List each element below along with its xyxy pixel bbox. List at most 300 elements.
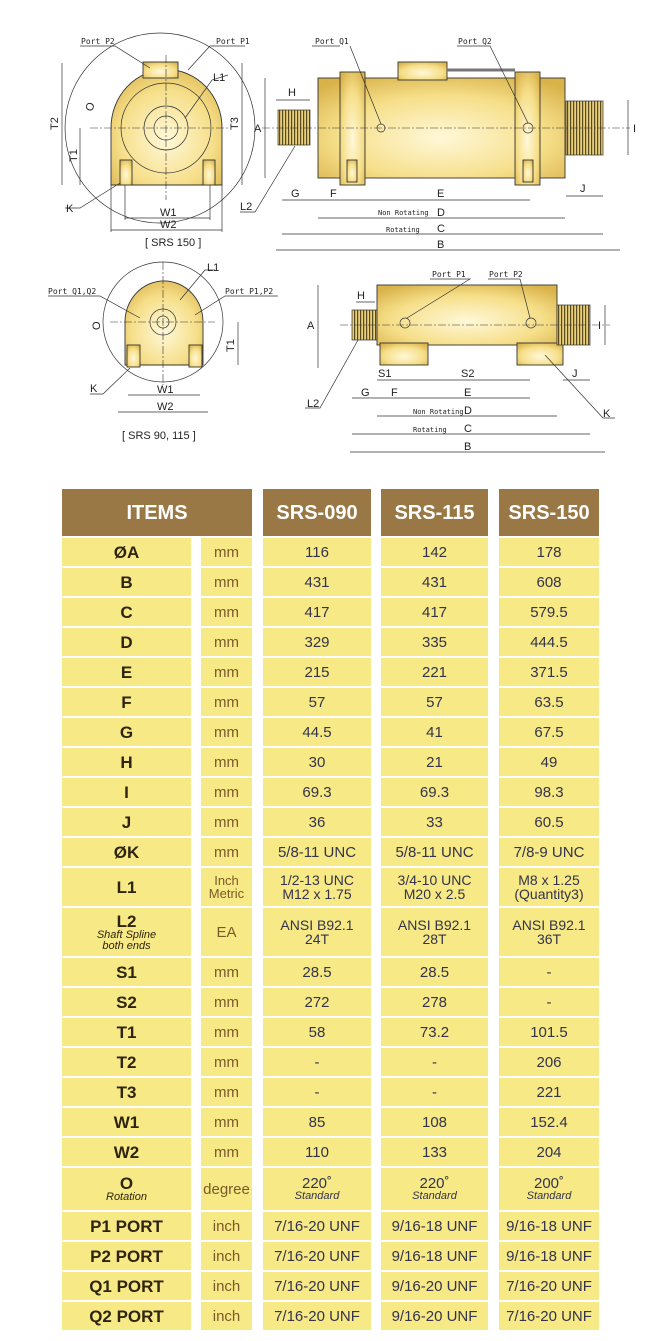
cell-text: D bbox=[120, 632, 133, 652]
item-cell bbox=[62, 1168, 191, 1210]
value-cell bbox=[263, 1168, 371, 1210]
item-cell bbox=[62, 868, 191, 906]
value-cell bbox=[381, 568, 488, 596]
cell-text: 272 bbox=[304, 993, 330, 1011]
cell-text: 7/16-20 UNF bbox=[506, 1307, 592, 1325]
cell-text: 110 bbox=[305, 1143, 329, 1161]
label-k: K bbox=[603, 408, 611, 420]
label-h: H bbox=[357, 290, 365, 302]
label-l1: L1 bbox=[207, 262, 220, 274]
cell-text: ØK bbox=[113, 842, 140, 862]
cell-text: EA bbox=[216, 923, 237, 941]
label-c: C bbox=[464, 423, 472, 435]
label-t1: T1 bbox=[68, 149, 80, 162]
caption-srs150: [ SRS 150 ] bbox=[145, 237, 202, 249]
cell-subtext: Standard bbox=[526, 1190, 572, 1202]
label-l1: L1 bbox=[213, 72, 226, 84]
cell-text: mm bbox=[214, 633, 239, 651]
value-cell bbox=[499, 688, 599, 716]
cell-text: 67.5 bbox=[534, 723, 564, 741]
cell-text: 57 bbox=[426, 693, 443, 711]
value-cell bbox=[499, 988, 599, 1016]
cell-text: 101.5 bbox=[530, 1023, 568, 1041]
item-cell bbox=[62, 1108, 191, 1136]
item-cell bbox=[62, 988, 191, 1016]
header-model: SRS-090 bbox=[263, 489, 371, 536]
cell-text: 9/16-18 UNF bbox=[506, 1217, 592, 1235]
value-cell bbox=[499, 1212, 599, 1240]
cell-text: mm bbox=[214, 1143, 239, 1161]
cell-text: 41 bbox=[426, 723, 443, 741]
cell-text: 335 bbox=[421, 633, 448, 651]
cell-subtext: Shaft Spline bbox=[96, 928, 157, 941]
cell-text: 1/2-13 UNC bbox=[280, 872, 354, 888]
item-cell bbox=[62, 658, 191, 686]
cell-text: T1 bbox=[116, 1022, 137, 1042]
value-cell bbox=[499, 1302, 599, 1330]
item-cell bbox=[62, 1048, 191, 1076]
cell-text: 417 bbox=[304, 603, 330, 621]
srs90-side-view bbox=[305, 270, 615, 453]
cell-text: 24T bbox=[304, 931, 330, 947]
label-port-q1: Port Q1 bbox=[315, 37, 349, 46]
cell-text: L1 bbox=[116, 877, 137, 897]
cell-text: 28.5 bbox=[419, 963, 450, 981]
value-cell bbox=[263, 568, 371, 596]
cell-text: - bbox=[546, 963, 552, 981]
value-cell bbox=[381, 778, 488, 806]
cell-text: 417 bbox=[421, 603, 448, 621]
cell-text: ANSI B92.1 bbox=[512, 917, 586, 933]
value-cell bbox=[263, 1108, 371, 1136]
label-w1: W1 bbox=[157, 384, 174, 396]
unit-cell bbox=[201, 988, 252, 1016]
value-cell bbox=[499, 1078, 599, 1106]
cell-text: L2 bbox=[116, 911, 137, 931]
cell-text: 28T bbox=[422, 931, 447, 947]
cell-text: (Quantity3) bbox=[514, 886, 584, 902]
cell-text: J bbox=[121, 812, 132, 832]
unit-cell bbox=[201, 778, 252, 806]
cell-text: H bbox=[120, 752, 133, 772]
label-port-q: Port Q1,Q2 bbox=[48, 287, 97, 296]
value-cell bbox=[263, 658, 371, 686]
label-a: A bbox=[307, 320, 315, 332]
cell-text: P1 PORT bbox=[90, 1216, 163, 1236]
item-cell bbox=[62, 838, 191, 866]
cell-text: 7/16-20 UNF bbox=[506, 1277, 592, 1295]
cell-text: 221 bbox=[536, 1083, 562, 1101]
unit-cell bbox=[201, 568, 252, 596]
cell-text: 152.4 bbox=[530, 1113, 568, 1131]
value-cell bbox=[499, 778, 599, 806]
unit-cell bbox=[201, 908, 252, 956]
label-rotating: Rotating bbox=[413, 426, 447, 434]
item-cell bbox=[62, 1212, 191, 1240]
cell-subtext: Standard bbox=[294, 1190, 340, 1202]
cell-text: mm bbox=[214, 1053, 239, 1071]
cell-text: 215 bbox=[304, 663, 330, 681]
cell-text: mm bbox=[214, 663, 239, 681]
item-cell bbox=[62, 1078, 191, 1106]
value-cell bbox=[499, 808, 599, 836]
label-t1: T1 bbox=[225, 339, 237, 352]
value-cell bbox=[263, 688, 371, 716]
item-cell bbox=[62, 598, 191, 626]
label-j: J bbox=[580, 183, 586, 195]
cell-text: inch bbox=[212, 1307, 241, 1325]
cell-text: 7/8-9 UNC bbox=[513, 843, 585, 861]
value-cell bbox=[263, 718, 371, 746]
value-cell bbox=[499, 1018, 599, 1046]
cell-text: W2 bbox=[113, 1142, 140, 1162]
cell-text: M8 x 1.25 bbox=[518, 872, 580, 888]
cell-text: - bbox=[314, 1053, 320, 1071]
unit-cell bbox=[201, 688, 252, 716]
unit-cell bbox=[201, 1212, 252, 1240]
cell-text: 221 bbox=[421, 663, 448, 681]
label-port-p2: Port P2 bbox=[81, 37, 115, 46]
cell-text: mm bbox=[214, 843, 239, 861]
cell-text: 98.3 bbox=[534, 783, 564, 801]
cell-text: 44.5 bbox=[302, 723, 332, 741]
cell-text: 69.3 bbox=[302, 783, 332, 801]
value-cell bbox=[263, 538, 371, 566]
cell-text: 608 bbox=[536, 573, 562, 591]
cell-text: 7/16-20 UNF bbox=[274, 1307, 360, 1325]
value-cell bbox=[381, 1272, 488, 1300]
label-h: H bbox=[288, 87, 296, 99]
label-f: F bbox=[330, 188, 337, 200]
value-cell bbox=[381, 628, 488, 656]
value-cell bbox=[499, 1272, 599, 1300]
cell-text: mm bbox=[214, 1113, 239, 1131]
cell-text: 63.5 bbox=[534, 693, 564, 711]
value-cell bbox=[499, 748, 599, 776]
label-s2: S2 bbox=[461, 368, 475, 380]
value-cell bbox=[263, 908, 371, 956]
cell-text: P2 PORT bbox=[90, 1246, 163, 1266]
label-t2: T2 bbox=[49, 117, 61, 130]
header-model: SRS-115 bbox=[381, 489, 488, 536]
value-cell bbox=[263, 808, 371, 836]
unit-cell bbox=[201, 1018, 252, 1046]
unit-cell bbox=[201, 838, 252, 866]
value-cell bbox=[499, 718, 599, 746]
cell-text: 444.5 bbox=[530, 633, 568, 651]
value-cell bbox=[499, 1168, 599, 1210]
cell-text: O bbox=[119, 1174, 134, 1193]
cell-text: 69.3 bbox=[419, 783, 450, 801]
cell-text: Q2 PORT bbox=[89, 1306, 164, 1326]
value-cell bbox=[381, 908, 488, 956]
cell-text: 28.5 bbox=[302, 963, 332, 981]
cell-text: 133 bbox=[421, 1143, 448, 1161]
cell-text: - bbox=[432, 1053, 437, 1071]
item-cell bbox=[62, 568, 191, 596]
unit-cell bbox=[201, 1078, 252, 1106]
cell-text: S2 bbox=[116, 992, 137, 1012]
unit-cell bbox=[201, 1168, 252, 1210]
cell-text: 57 bbox=[308, 693, 326, 711]
cell-text: inch bbox=[212, 1247, 241, 1265]
cell-text: - bbox=[314, 1083, 320, 1101]
cell-subtext: both ends bbox=[102, 939, 151, 952]
item-cell bbox=[62, 538, 191, 566]
label-b: B bbox=[437, 239, 445, 251]
value-cell bbox=[263, 1272, 371, 1300]
item-cell bbox=[62, 1302, 191, 1330]
cell-text: 431 bbox=[421, 573, 448, 591]
value-cell bbox=[381, 1018, 488, 1046]
cell-text: 431 bbox=[304, 573, 330, 591]
unit-cell bbox=[201, 538, 252, 566]
cell-text: G bbox=[119, 722, 134, 742]
value-cell bbox=[381, 1212, 488, 1240]
cell-text: 36 bbox=[308, 813, 326, 831]
cell-text: 220˚ bbox=[419, 1175, 450, 1192]
cell-text: W1 bbox=[113, 1112, 140, 1132]
label-l2: L2 bbox=[307, 398, 320, 410]
unit-cell bbox=[201, 958, 252, 986]
value-cell bbox=[499, 658, 599, 686]
unit-cell bbox=[201, 718, 252, 746]
label-rotating: Rotating bbox=[386, 226, 420, 234]
cell-text: ØA bbox=[113, 542, 140, 562]
cell-text: 7/16-20 UNF bbox=[274, 1217, 360, 1235]
cell-text: 9/16-18 UNF bbox=[391, 1217, 478, 1235]
value-cell bbox=[263, 958, 371, 986]
cell-text: 9/16-18 UNF bbox=[506, 1247, 592, 1265]
value-cell bbox=[499, 598, 599, 626]
unit-cell bbox=[201, 1108, 252, 1136]
label-d: D bbox=[437, 207, 445, 219]
label-f: F bbox=[391, 387, 398, 399]
srs150-side-view bbox=[240, 37, 636, 251]
cell-text: 371.5 bbox=[530, 663, 568, 681]
cell-text: mm bbox=[214, 813, 239, 831]
item-cell bbox=[62, 908, 191, 956]
cell-text: 278 bbox=[421, 993, 448, 1011]
item-cell bbox=[62, 1138, 191, 1166]
item-cell bbox=[62, 628, 191, 656]
cell-text: mm bbox=[214, 1083, 239, 1101]
cell-text: 9/16-20 UNF bbox=[391, 1307, 478, 1325]
label-d: D bbox=[464, 405, 472, 417]
cell-text: Q1 PORT bbox=[89, 1276, 164, 1296]
label-a: A bbox=[254, 123, 262, 135]
value-cell bbox=[263, 1138, 371, 1166]
cell-text: C bbox=[120, 602, 133, 622]
item-cell bbox=[62, 718, 191, 746]
value-cell bbox=[499, 1108, 599, 1136]
unit-cell bbox=[201, 598, 252, 626]
cell-text: 3/4-10 UNC bbox=[397, 872, 472, 888]
cell-text: I bbox=[124, 782, 129, 802]
cell-subtext: Standard bbox=[412, 1190, 457, 1202]
cell-text: 5/8-11 UNC bbox=[395, 843, 474, 861]
cell-text: 33 bbox=[426, 813, 443, 831]
label-port-p: Port P1,P2 bbox=[225, 287, 274, 296]
cell-text: 220˚ bbox=[301, 1175, 333, 1192]
cell-text: F bbox=[121, 692, 132, 712]
item-cell bbox=[62, 1242, 191, 1270]
label-w2: W2 bbox=[160, 219, 177, 231]
label-l2: L2 bbox=[240, 201, 253, 213]
label-o: O bbox=[83, 100, 98, 114]
unit-cell bbox=[201, 808, 252, 836]
item-cell bbox=[62, 748, 191, 776]
value-cell bbox=[381, 958, 488, 986]
cell-text: 116 bbox=[305, 543, 329, 561]
value-cell bbox=[263, 628, 371, 656]
cell-text: 60.5 bbox=[534, 813, 564, 831]
cell-text: - bbox=[432, 1083, 437, 1101]
value-cell bbox=[381, 538, 488, 566]
label-c: C bbox=[437, 223, 445, 235]
value-cell bbox=[381, 718, 488, 746]
cell-text: 58 bbox=[308, 1023, 326, 1041]
unit-cell bbox=[201, 658, 252, 686]
cell-text: 200˚ bbox=[533, 1175, 565, 1192]
value-cell bbox=[263, 838, 371, 866]
cell-text: mm bbox=[214, 783, 239, 801]
value-cell bbox=[263, 1018, 371, 1046]
unit-cell bbox=[201, 1302, 252, 1330]
label-g: G bbox=[291, 188, 300, 200]
cell-text: inch bbox=[212, 1217, 241, 1235]
label-t3: T3 bbox=[229, 117, 241, 130]
unit-cell bbox=[201, 868, 252, 906]
value-cell bbox=[499, 1138, 599, 1166]
value-cell bbox=[499, 628, 599, 656]
value-cell bbox=[263, 748, 371, 776]
item-cell bbox=[62, 958, 191, 986]
cell-text: - bbox=[546, 993, 552, 1011]
label-port-p2: Port P2 bbox=[489, 270, 523, 279]
value-cell bbox=[381, 988, 488, 1016]
value-cell bbox=[499, 1048, 599, 1076]
value-cell bbox=[499, 1242, 599, 1270]
header-items: ITEMS bbox=[62, 489, 252, 536]
value-cell bbox=[499, 908, 599, 956]
value-cell bbox=[263, 1212, 371, 1240]
cell-text: T3 bbox=[116, 1082, 137, 1102]
cell-text: 178 bbox=[536, 543, 562, 561]
value-cell bbox=[381, 1302, 488, 1330]
value-cell bbox=[499, 868, 599, 906]
value-cell bbox=[381, 1048, 488, 1076]
label-s1: S1 bbox=[378, 368, 392, 380]
cell-text: 30 bbox=[308, 753, 326, 771]
unit-cell bbox=[201, 1138, 252, 1166]
cell-text: 579.5 bbox=[530, 603, 568, 621]
cell-text: 21 bbox=[426, 753, 443, 771]
unit-cell bbox=[201, 748, 252, 776]
value-cell bbox=[381, 688, 488, 716]
cell-text: 9/16-20 UNF bbox=[391, 1277, 478, 1295]
value-cell bbox=[381, 658, 488, 686]
cell-text: 5/8-11 UNC bbox=[277, 843, 357, 861]
unit-cell bbox=[201, 1242, 252, 1270]
cell-text: 36T bbox=[536, 931, 562, 947]
cell-text: Metric bbox=[208, 886, 245, 901]
item-cell bbox=[62, 1018, 191, 1046]
label-non-rotating: Non Rotating bbox=[413, 408, 464, 416]
unit-cell bbox=[201, 1272, 252, 1300]
cell-text: 204 bbox=[536, 1143, 562, 1161]
value-cell bbox=[381, 808, 488, 836]
value-cell bbox=[263, 988, 371, 1016]
cell-text: M20 x 2.5 bbox=[403, 886, 466, 902]
cell-text: 7/16-20 UNF bbox=[274, 1247, 360, 1265]
cell-text: M12 x 1.75 bbox=[282, 886, 352, 902]
cell-text: 49 bbox=[540, 753, 558, 771]
srs90-front-view bbox=[48, 262, 278, 442]
cell-text: 7/16-20 UNF bbox=[274, 1277, 360, 1295]
srs150-front-view bbox=[49, 33, 255, 249]
cell-text: 142 bbox=[421, 543, 448, 561]
unit-cell bbox=[201, 628, 252, 656]
value-cell bbox=[263, 1048, 371, 1076]
label-k: K bbox=[90, 383, 98, 395]
value-cell bbox=[499, 958, 599, 986]
cell-text: mm bbox=[214, 723, 239, 741]
value-cell bbox=[263, 868, 371, 906]
cell-text: ANSI B92.1 bbox=[280, 917, 354, 933]
value-cell bbox=[263, 778, 371, 806]
value-cell bbox=[263, 1078, 371, 1106]
cell-text: mm bbox=[214, 963, 239, 981]
value-cell bbox=[381, 1168, 488, 1210]
label-w1: W1 bbox=[160, 207, 177, 219]
value-cell bbox=[381, 838, 488, 866]
cell-text: mm bbox=[214, 573, 239, 591]
value-cell bbox=[381, 1078, 488, 1106]
cell-text: mm bbox=[214, 993, 239, 1011]
value-cell bbox=[381, 1108, 488, 1136]
cell-text: ANSI B92.1 bbox=[397, 917, 472, 933]
caption-srs90-115: [ SRS 90, 115 ] bbox=[122, 430, 196, 442]
item-cell bbox=[62, 808, 191, 836]
cell-text: 85 bbox=[308, 1113, 326, 1131]
technical-drawings bbox=[0, 0, 672, 470]
item-cell bbox=[62, 778, 191, 806]
cell-text: 73.2 bbox=[419, 1023, 450, 1041]
cell-text: E bbox=[120, 662, 133, 682]
value-cell bbox=[381, 598, 488, 626]
label-o: O bbox=[91, 321, 103, 330]
cell-text: mm bbox=[214, 543, 239, 561]
item-cell bbox=[62, 1272, 191, 1300]
cell-text: 206 bbox=[536, 1053, 562, 1071]
value-cell bbox=[499, 538, 599, 566]
value-cell bbox=[499, 838, 599, 866]
value-cell bbox=[263, 1302, 371, 1330]
label-e: E bbox=[464, 387, 472, 399]
label-w2: W2 bbox=[157, 401, 174, 413]
cell-text: B bbox=[120, 572, 133, 592]
label-e: E bbox=[437, 188, 445, 200]
cell-text: mm bbox=[214, 1023, 239, 1041]
value-cell bbox=[263, 598, 371, 626]
cell-text: inch bbox=[212, 1277, 241, 1295]
value-cell bbox=[499, 568, 599, 596]
cell-subtext: Rotation bbox=[106, 1191, 147, 1203]
label-j: J bbox=[572, 368, 578, 380]
cell-text: 9/16-18 UNF bbox=[391, 1247, 478, 1265]
value-cell bbox=[381, 1242, 488, 1270]
